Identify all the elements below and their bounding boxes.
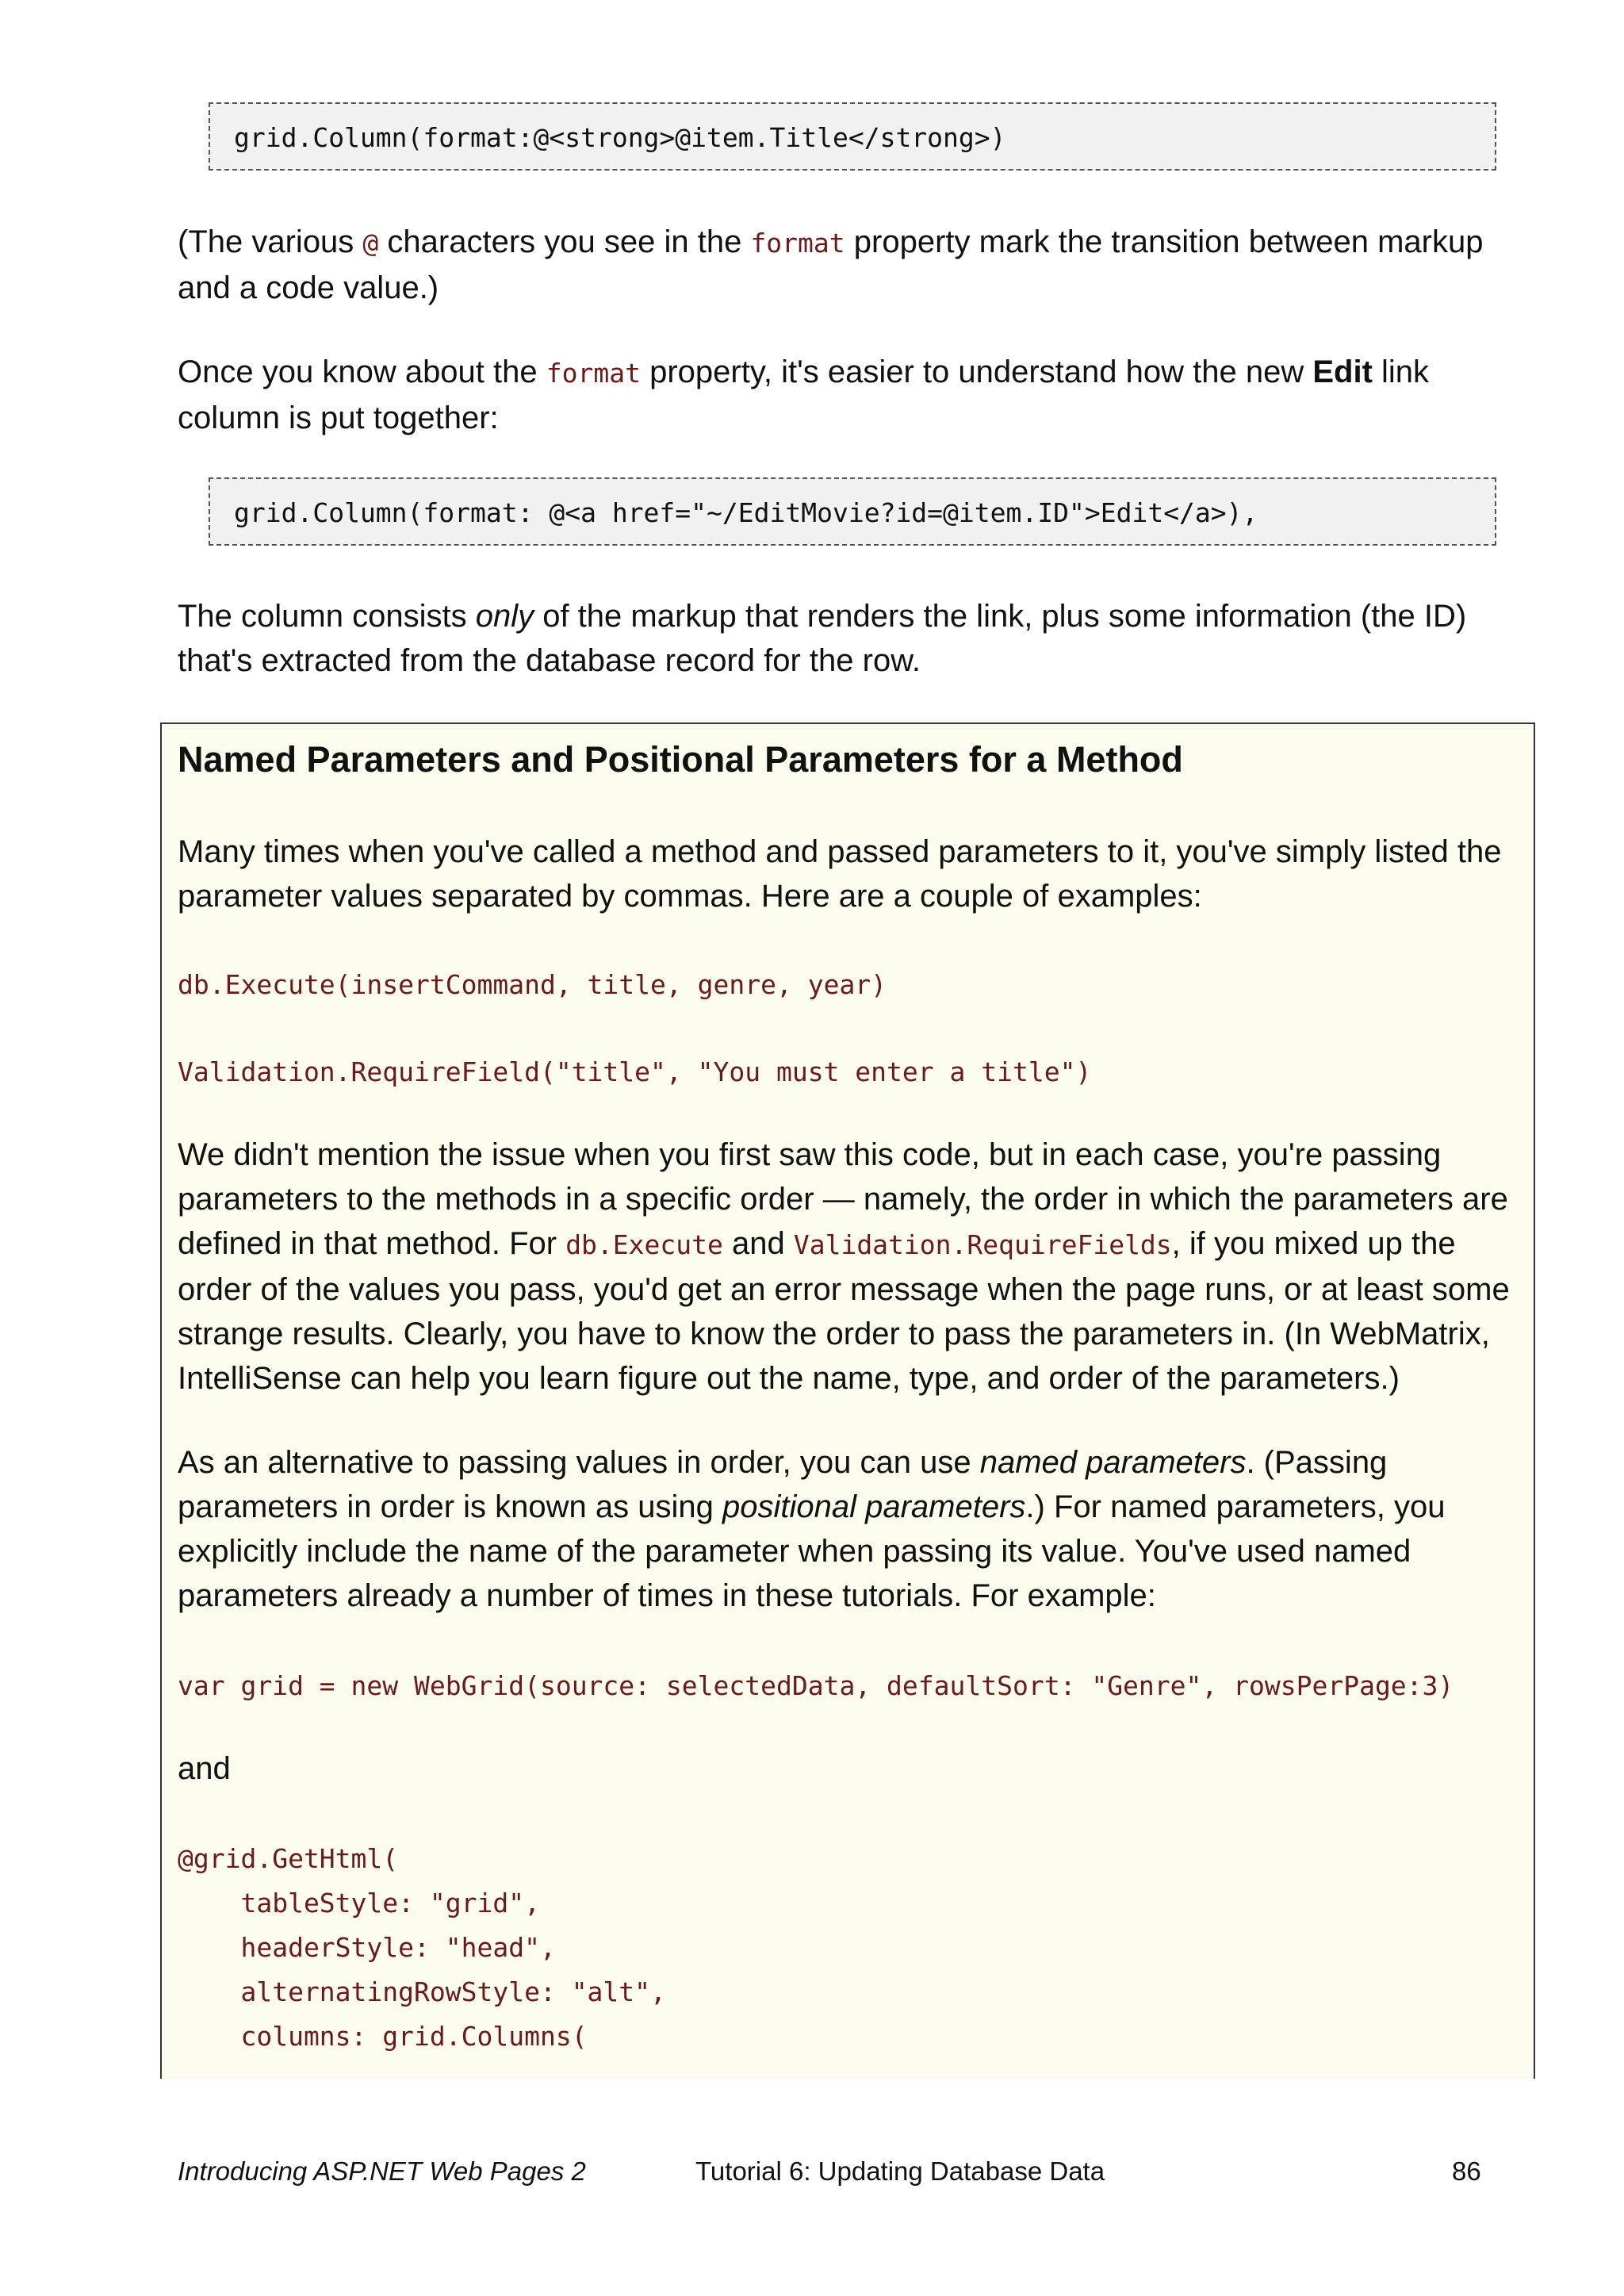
sidebar-paragraph-2 <box>178 1133 1526 1401</box>
text-run: property mark the transition between markup and a code value.) <box>178 224 1484 305</box>
sidebar-and: and <box>178 1751 231 1786</box>
text-run: We didn't mention the issue when you first saw this code, but in each case, you're passing parameters to the methods in a specific order — namely, the order in which the parameters are defined in that method. For <box>178 1137 1508 1261</box>
text-run: (The various <box>178 224 363 259</box>
paragraph-column-consists <box>178 594 1526 683</box>
code-gethtml-block: @grid.GetHtml( tableStyle: "grid", headerStyle: "head", alternatingRowStyle: "alt", columns: grid.Columns( <box>178 1843 666 2052</box>
italic-positional-parameters: positional parameters <box>722 1489 1026 1524</box>
code-box-edit-column: grid.Column(format: @<a href="~/EditMovie?id=@item.ID">Edit</a>), <box>209 477 1496 546</box>
italic-named-parameters: named parameters <box>979 1445 1247 1480</box>
text-run: Once you know about the <box>178 355 546 389</box>
code-validation-requirefield: Validation.RequireField("title", "You must enter a title") <box>178 1056 1092 1087</box>
footer-chapter-title: Tutorial 6: Updating Database Data <box>695 2156 1105 2186</box>
inline-code-db-execute: db.Execute <box>565 1229 723 1260</box>
text-run: , if you mixed up the order of the values you pass, you'd get an error message when the page runs, or at least some strange results. Clearly, you have to know the order to pass the parameters in. (In WebMatrix, IntelliSense can help you learn figure out the name, type, and order of the parameters.) <box>178 1226 1510 1396</box>
code-webgrid-constructor: var grid = new WebGrid(source: selectedData, defaultSort: "Genre", rowsPerPage:3) <box>178 1670 1454 1701</box>
code-db-execute: db.Execute(insertCommand, title, genre, year) <box>178 969 887 1000</box>
inline-code-at: @ <box>362 228 379 259</box>
text-run: of the markup that renders the link, plus some information (the ID) that's extracted from the database record for the row. <box>178 599 1467 678</box>
text-run: property, it's easier to understand how the new <box>640 355 1313 389</box>
paragraph-edit-link-intro <box>178 350 1526 440</box>
text-run: As an alternative to passing values in order, you can use <box>178 1445 980 1480</box>
sidebar-paragraph-3 <box>178 1440 1526 1618</box>
footer-book-title: Introducing ASP.NET Web Pages 2 <box>178 2156 586 2186</box>
text-run: characters you see in the <box>378 224 751 259</box>
inline-code-requirefields: Validation.RequireFields <box>793 1229 1172 1260</box>
bold-edit: Edit <box>1312 355 1373 389</box>
text-run: .) For named parameters, you explicitly include the name of the parameter when passing its value. You've used named parameters already a number of times in these tutorials. For example: <box>178 1489 1446 1613</box>
text-run: link column is put together: <box>178 355 1430 435</box>
text-run: The column consists <box>178 599 476 634</box>
footer-page-number: 86 <box>1452 2156 1481 2186</box>
paragraph-format-note <box>178 220 1526 310</box>
italic-only: only <box>475 599 534 634</box>
inline-code-format: format <box>750 228 845 259</box>
sidebar-paragraph-1: Many times when you've called a method and passed parameters to it, you've simply listed the parameter values separated by commas. Here are a couple of examples: <box>178 834 1502 914</box>
text-run: . (Passing parameters in order is known as using <box>178 1445 1388 1524</box>
sidebar-title: Named Parameters and Positional Parameters for a Method <box>178 739 1183 780</box>
code-box-title-column: grid.Column(format:@<strong>@item.Title</strong>) <box>209 102 1496 171</box>
inline-code-format: format <box>546 358 641 389</box>
text-run: and <box>722 1226 794 1261</box>
